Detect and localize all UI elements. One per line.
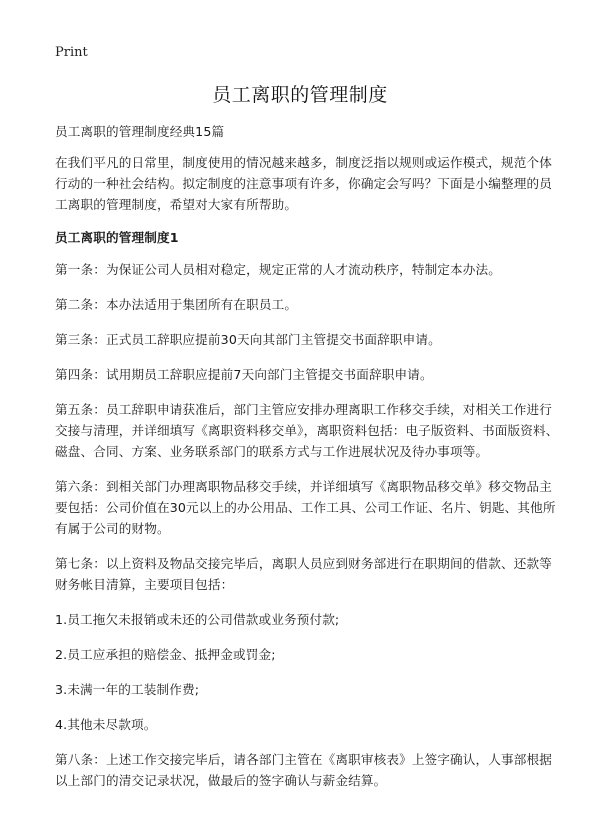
document-body [55,121,560,805]
article-paragraph: 第六条：到相关部门办理离职物品移交手续，并详细填写《离职物品移交单》移交物品主要包括：公司价值在30元以上的办公用品、工作工具、公司工作证、名片、钥匙、其他所有属于公司的财物。 [55,479,556,536]
page-title: 员工离职的管理制度 [212,84,388,106]
article-paragraph: 第五条：员工辞职申请获准后，部门主管应安排办理离职工作移交手续，对相关工作进行交接与清理，并详细填写《离职资料移交单》，离职资料包括：电子版资料、书面版资料、磁盘、合同、方案、业务联系部门的联系方式与工作进展状况及待办事项等。 [55,402,559,459]
section-heading: 员工离职的管理制度1 [55,230,179,245]
article-paragraph: 第四条：试用期员工辞职应提前7天向部门主管提交书面辞职申请。 [55,367,433,382]
article-paragraph: 第七条：以上资料及物品交接完毕后，离职人员应到财务部进行在职期间的借款、还款等财务帐目清算，主要项目包括： [55,556,553,592]
article-paragraph: 第二条：本办法适用于集团所有在职员工。 [55,297,298,312]
list-item: 3.未满一年的工装制作费; [55,682,200,697]
list-item: 4.其他未尽款项。 [55,717,157,732]
list-item: 1.员工拖欠未报销或未还的公司借款或业务预付款; [55,612,340,627]
article-paragraph: 第三条：正式员工辞职应提前30天向其部门主管提交书面辞职申请。 [55,332,441,347]
article-paragraph: 第八条：上述工作交接完毕后，请各部门主管在《离职审核表》上签字确认，人事部根据以上部门的清交记录状况，做最后的签字确认与薪金结算。 [55,752,553,788]
intro-paragraph: 在我们平凡的日常里，制度使用的情况越来越多，制度泛指以规则或运作模式，规范个体行动的一种社会结构。拟定制度的注意事项有许多，你确定会写吗？下面是小编整理的员工离职的管理制度，希望对大家有所帮助。 [55,155,553,212]
list-item: 2.员工应承担的赔偿金、抵押金或罚金; [55,647,276,662]
print-link[interactable]: Print [55,45,88,60]
document-subtitle: 员工离职的管理制度经典15篇 [55,124,225,139]
article-paragraph: 第一条：为保证公司人员相对稳定，规定正常的人才流动秩序，特制定本办法。 [55,262,502,277]
